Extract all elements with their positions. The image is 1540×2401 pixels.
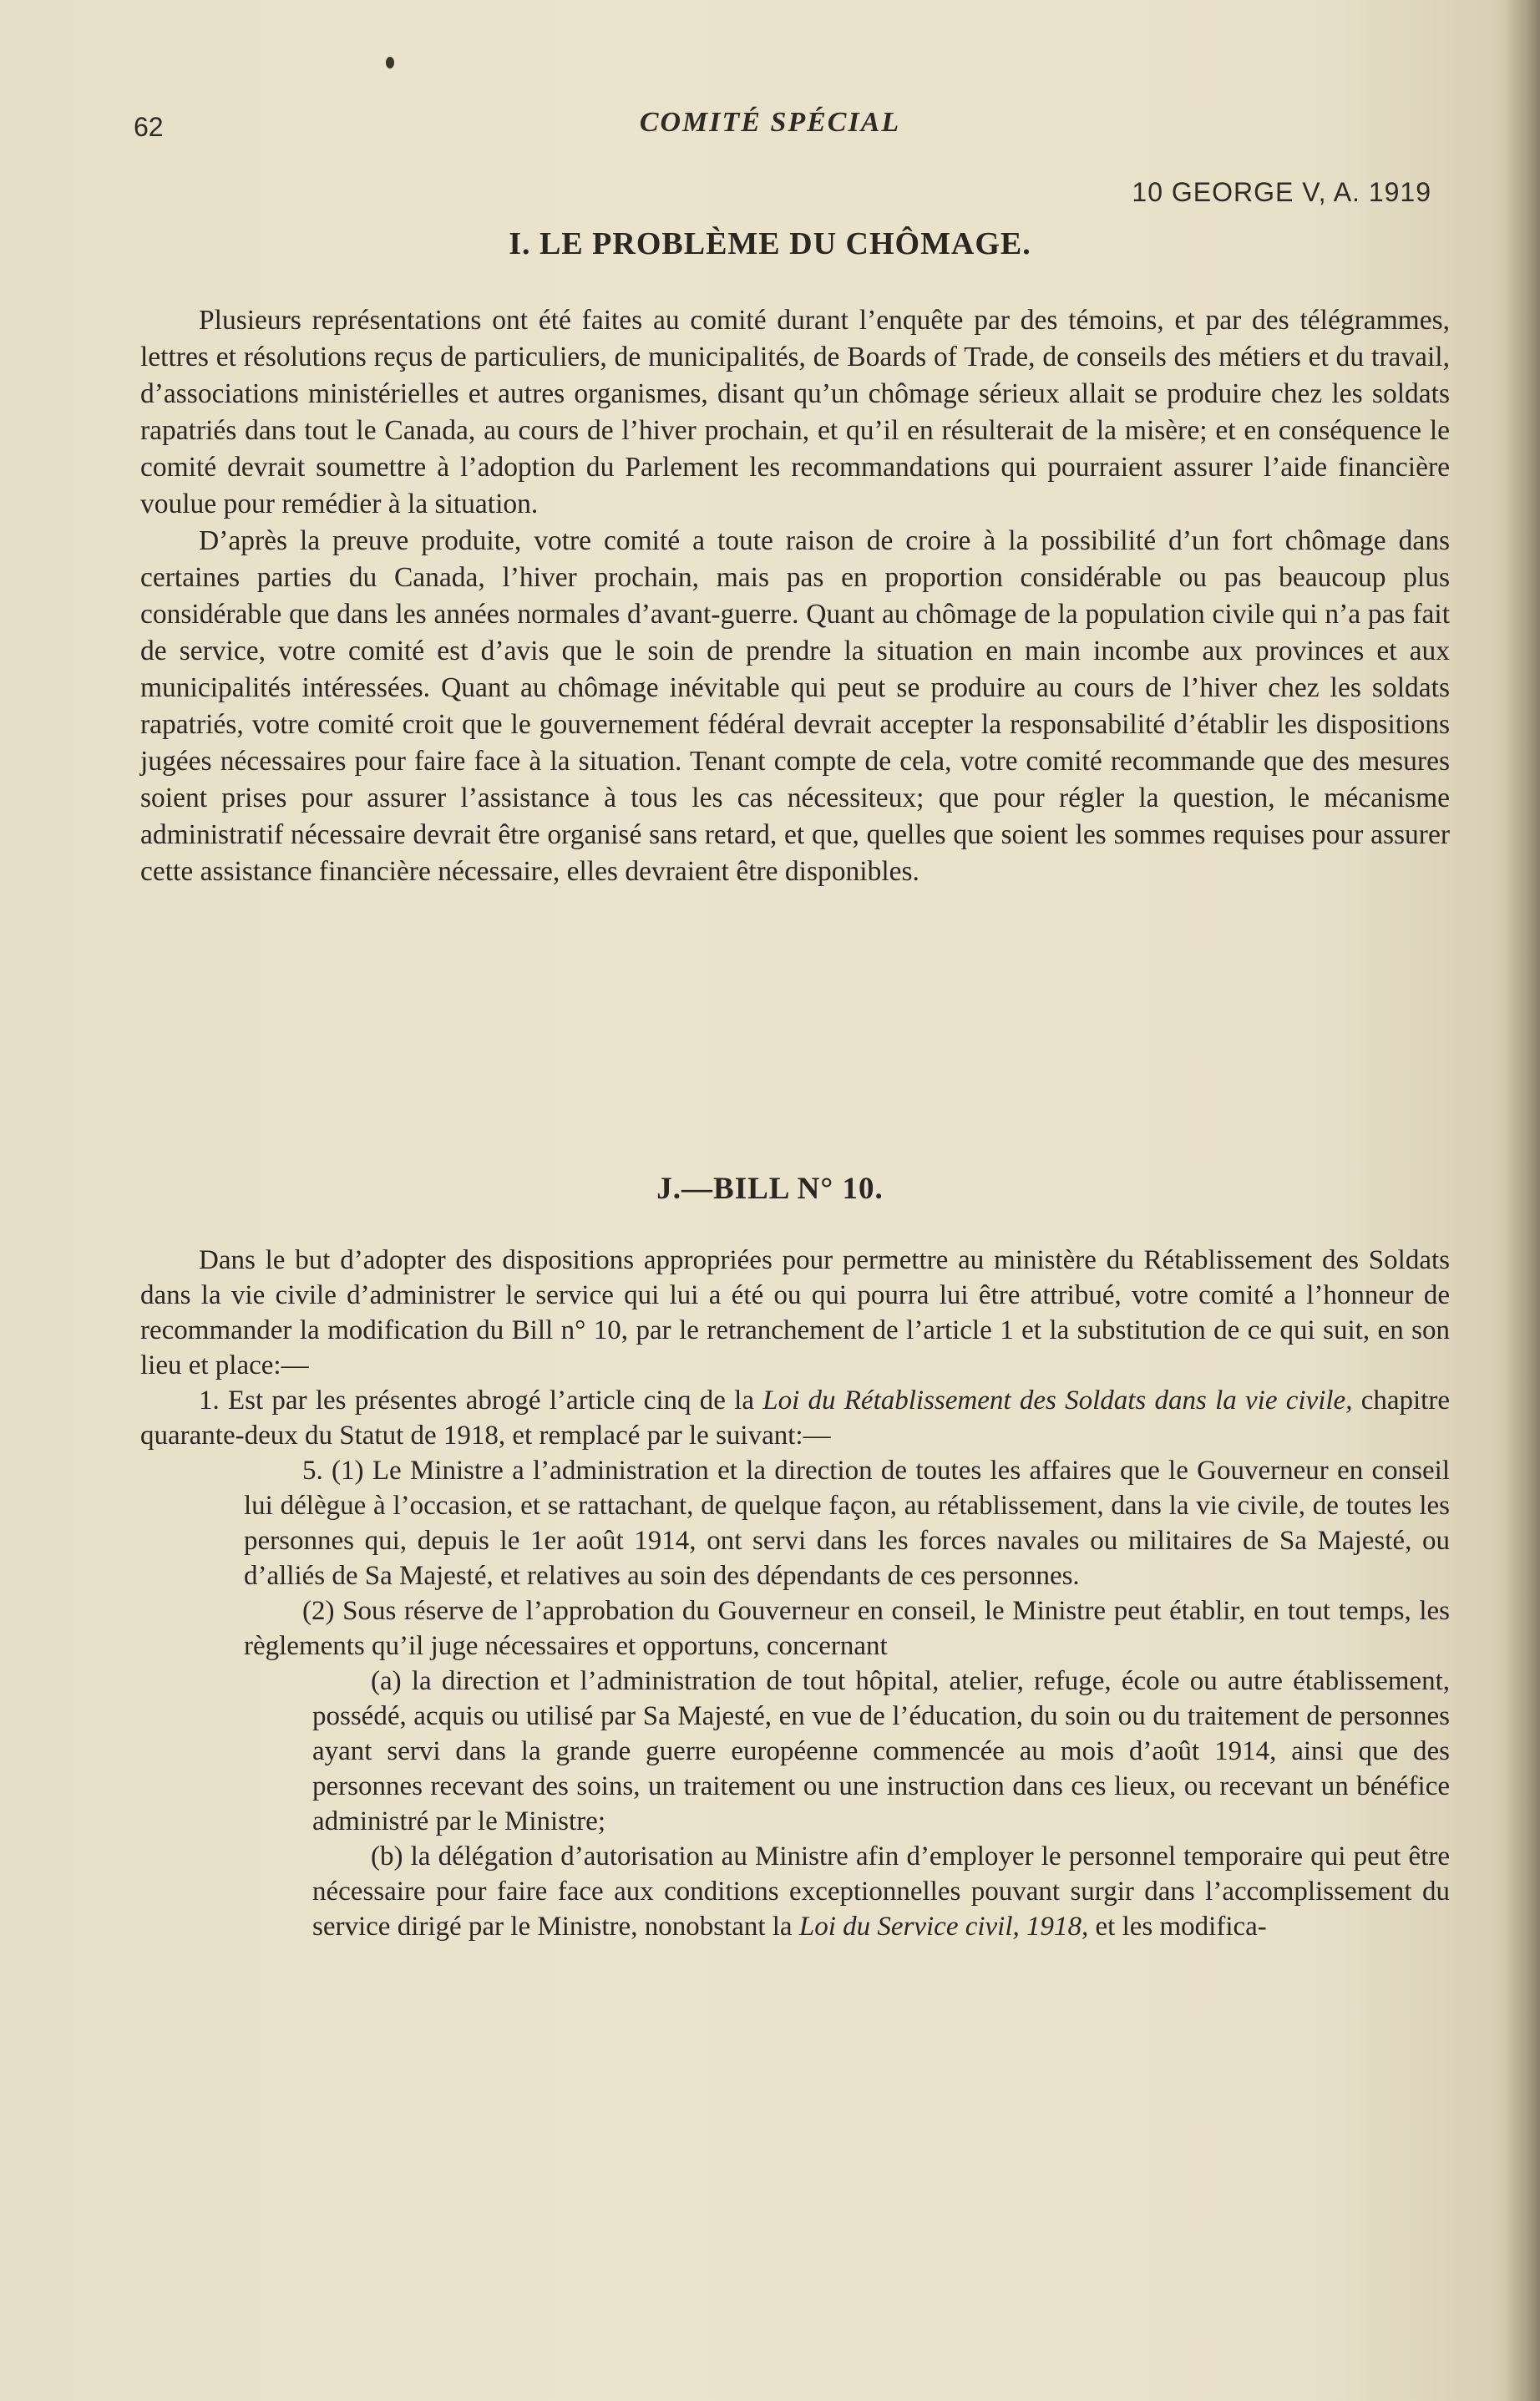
- paragraph: D’après la preuve produite, votre comité a toute raison de croire à la possibilité d’un fort chômage dans certaines parties du Canada, l’hiver prochain, mais pas en proportion considérable ou pas beaucoup plus considérable que dans les années normales d’avant-guerre. Quant au chômage de la population civile qui n’a pas fait de service, votre comité est d’avis que le soin de prendre la situation en main incombe aux provinces et aux municipalités intéressées. Quant au chômage inévitable qui peut se produire au cours de l’hiver chez les soldats rapatriés, votre comité croit que le gouvernement fédéral devrait accepter la responsabilité d’établir les dispositions jugées nécessaires pour faire face à la situation. Tenant compte de cela, votre comité recommande que des mesures soient prises pour assurer l’assistance à tous les cas nécessiteux; que pour régler la question, le mécanisme administratif nécessaire devrait être organisé sans retard, et que, quelles que soient les sommes requises pour assurer cette assistance financière nécessaire, elles devraient être disponibles.: [140, 525, 1450, 887]
- statute-title: Loi du Rétablissement des Soldats dans la vie civile,: [762, 1385, 1353, 1416]
- article-1-text: 1. Est par les présentes abrogé l’article cinq de la: [199, 1385, 763, 1416]
- paragraph: Plusieurs représentations ont été faites au comité durant l’enquête par des témoins, et par des télégrammes, lettres et résolutions reçus de particuliers, de municipalités, de Boards of Trade, de conseils des métiers et du travail, d’associations ministérielles et autres organismes, disant qu’un chômage sérieux allait se produire chez les soldats rapatriés dans tout le Canada, au cours de l’hiver prochain, et qu’il en résulterait de la misère; et en conséquence le comité devrait soumettre à l’adoption du Parlement les recommandations qui pourraient assurer l’aide financière voulue pour remédier à la situation.: [140, 305, 1450, 519]
- clause-5-2: (2) Sous réserve de l’approbation du Gouverneur en conseil, le Ministre peut établir, en tout temps, les règlements qu’il juge nécessaires et opportuns, concernant: [244, 1596, 1450, 1661]
- section-heading-bill: J.—BILL N° 10.: [656, 1172, 884, 1206]
- paragraph: Dans le but d’adopter des dispositions appropriées pour permettre au ministère du Rétablissement des Soldats dans la vie civile d’administrer le service qui lui a été ou qui pourra lui être attribué, votre comité a l’honneur de recommander la modification du Bill n° 10, par le retranchement de l’article 1 et la substitution de ce qui suit, en son lieu et place:—: [140, 1245, 1450, 1380]
- page-number: 62: [134, 112, 164, 142]
- clause-b-text-end: et les modifica-: [1088, 1912, 1267, 1942]
- section-heading-chomage: I. LE PROBLÈME DU CHÔMAGE.: [509, 226, 1031, 261]
- statute-title: Loi du Service civil, 1918,: [798, 1912, 1089, 1942]
- clause-b-text: (b) la délégation d’autorisation au Ministre afin d’employer le personnel temporaire qui peut être nécessaire pour faire face aux conditions exceptionnelles pouvant surgir dans l’accomplissement du service dirigé par le Ministre, nonobstant la: [312, 1841, 1450, 1942]
- section-body-bill: [140, 1243, 1450, 1944]
- article-1: [140, 1383, 1450, 1453]
- clause-a: (a) la direction et l’administration de tout hôpital, atelier, refuge, école ou autre établissement, possédé, acquis ou utilisé par Sa Majesté, en vue de l’éducation, du soin ou du traitement de personnes ayant servi dans la grande guerre européenne commencée au mois d’août 1914, ainsi que des personnes recevant des soins, un traitement ou une instruction dans ces lieux, ou recevant un bénéfice administré par le Ministre;: [312, 1666, 1450, 1836]
- clause-b: [312, 1839, 1450, 1944]
- clause-5-1: 5. (1) Le Ministre a l’administration et la direction de toutes les affaires que le Gouverneur en conseil lui délègue à l’occasion, et se rattachant, de quelque façon, au rétablissement, dans la vie civile, de toutes les personnes qui, depuis le 1er août 1914, ont servi dans les forces navales ou militaires de Sa Majesté, ou d’alliés de Sa Majesté, et relatives au soin des dépendants de ces personnes.: [244, 1456, 1450, 1591]
- article-1-text-end: chapitre quarante-deux du Statut de 1918, et remplacé par le suivant:—: [140, 1385, 1450, 1451]
- session-reference: 10 GEORGE V, A. 1919: [1132, 177, 1431, 207]
- section-body-chomage: [140, 302, 1450, 890]
- ink-speck: [386, 57, 394, 68]
- running-head: COMITÉ SPÉCIAL: [639, 107, 901, 138]
